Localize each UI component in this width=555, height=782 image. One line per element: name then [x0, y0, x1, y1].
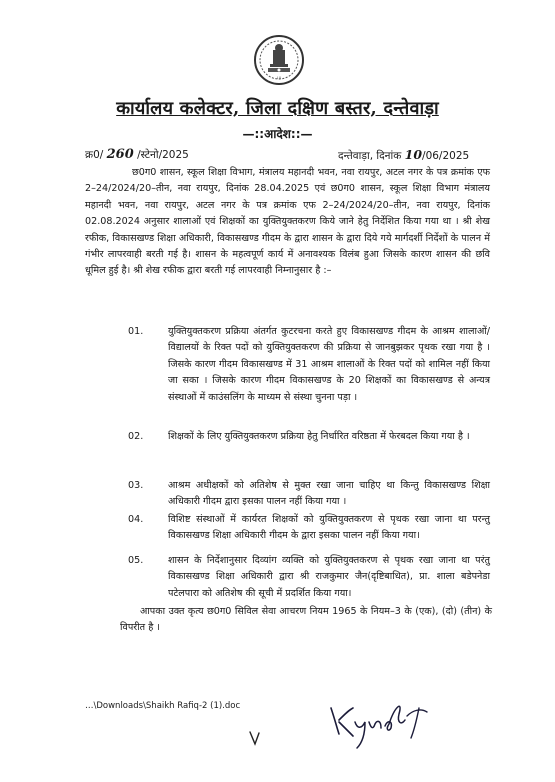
item-text: शिक्षकों के लिए युक्तियुक्तकरण प्रक्रिया हेतु निर्धारित वरिष्ठता में फेरबदल किया गया है । — [168, 431, 470, 442]
office-title: कार्यालय कलेक्टर, जिला दक्षिण बस्तर, दन्तेवाड़ा — [116, 98, 439, 119]
item-text: शासन के निर्देशानुसार दिव्यांग व्यक्ति को युक्तियुक्तकरण से पृथक रखा जाना था परंतु विकासखण्ड शिक्षा अधिकारी द्वारा श्री राजकुमार जैन(दृष्टिबाधित), प्रा. शाला बडेपनेडा पटेलपारा को अतिशेष की सूची में प्रदर्शित किया गया। — [168, 555, 490, 599]
date-rest: /06/2025 — [422, 150, 470, 162]
reference-prefix: क्र0/ — [85, 149, 104, 161]
order-heading: —::आदेश::— — [242, 127, 313, 141]
date-place-label: दन्तेवाड़ा, दिनांक — [338, 150, 402, 162]
item-number: 01. — [128, 326, 144, 337]
closing-paragraph: आपका उक्त कृत्य छ0ग0 सिविल सेवा आचरण नियम 1965 के नियम–3 के (एक), (दो) (तीन) के विपरीत है । — [120, 606, 492, 634]
tick-mark-icon — [247, 729, 269, 747]
item-text: युक्तियुक्तकरण प्रक्रिया अंतर्गत कुटरचना करते हुए विकासखण्ड गीदम के आश्रम शालाओं/विद्यालयों के रिक्त पदों को युक्तियुक्तकरण की प्रक्रिया से जानबुझकर पृथक रखा गया है । जिसके कारण गीदम विकासखण्ड में 31 आश्रम शालाओं के रिक्त पदों को शामिल नहीं किया जा सका । जिसके कारण गीदम विकासखण्ड के 20 शिक्षकों का विकासखण्ड से अन्यत्र संस्थाओं में काउंसलिंग के माध्यम से संस्था चुनना पड़ा । — [168, 326, 490, 403]
reference-number — [85, 147, 189, 162]
reference-suffix: /स्टेनो/2025 — [137, 149, 189, 161]
item-text: विशिष्ट संस्थाओं में कार्यरत शिक्षकों को युक्तियुक्तकरण से पृथक रखा जाना था परन्तु विकासखण्ड शिक्षा अधिकारी गीदम के द्वारा इसका पालन नहीं किया गया। — [168, 514, 490, 542]
item-text: आश्रम अधीक्षकों को अतिशेष से मुक्त रखा जाना चाहिए था किन्तु विकासखण्ड शिक्षा अधिकारी गीदम द्वारा इसका पालन नहीं किया गया । — [168, 480, 490, 508]
item-number: 03. — [128, 480, 144, 491]
date-day: 10 — [404, 147, 423, 162]
order-date — [338, 147, 469, 163]
state-emblem-icon — [253, 34, 305, 86]
item-number: 04. — [128, 514, 144, 525]
reference-handwritten-number: 260 — [106, 147, 134, 162]
file-path-footer: …\Downloads\Shaikh Rafiq-2 (1).doc — [85, 701, 241, 711]
signature — [323, 698, 443, 750]
svg-text:।।।: ।।। — [276, 75, 282, 80]
intro-paragraph: छ0ग0 शासन, स्कूल शिक्षा विभाग, मंत्रालय महानदी भवन, नवा रायपुर, अटल नगर के पत्र क्रमांक एफ 2–24/2024/20–तीन, नवा रायपुर, दिनांक 28.04.2025 एवं छ0ग0 शासन, स्कूल शिक्षा विभाग मंत्रालय महानदी भवन, नवा रायपुर, अटल नगर के पत्र क्रमांक एफ 2–24/2024/20–तीन, नवा रायपुर, दिनांक 02.08.2024 अनुसार शालाओं एवं शिक्षकों का युक्तियुक्तकरण किये जाने हेतु निर्देशित किया गया था । श्री शेख रफीक, विकासखण्ड शिक्षा अधिकारी, विकासखण्ड गीदम के द्वारा शासन के द्वारा दिये गये मार्गदर्शी निर्देशों के पालन में गंभीर लापरवाही बरती गई है। शासन के महत्वपूर्ण कार्य में अनावश्यक विलंब हुआ जिसके कारण शासन की छवि धूमिल हुई है। श्री शेख रफीक द्वारा बरती गई लापरवाही निम्नानुसार है :– — [85, 167, 490, 277]
item-number: 02. — [128, 431, 144, 442]
item-number: 05. — [128, 555, 144, 566]
